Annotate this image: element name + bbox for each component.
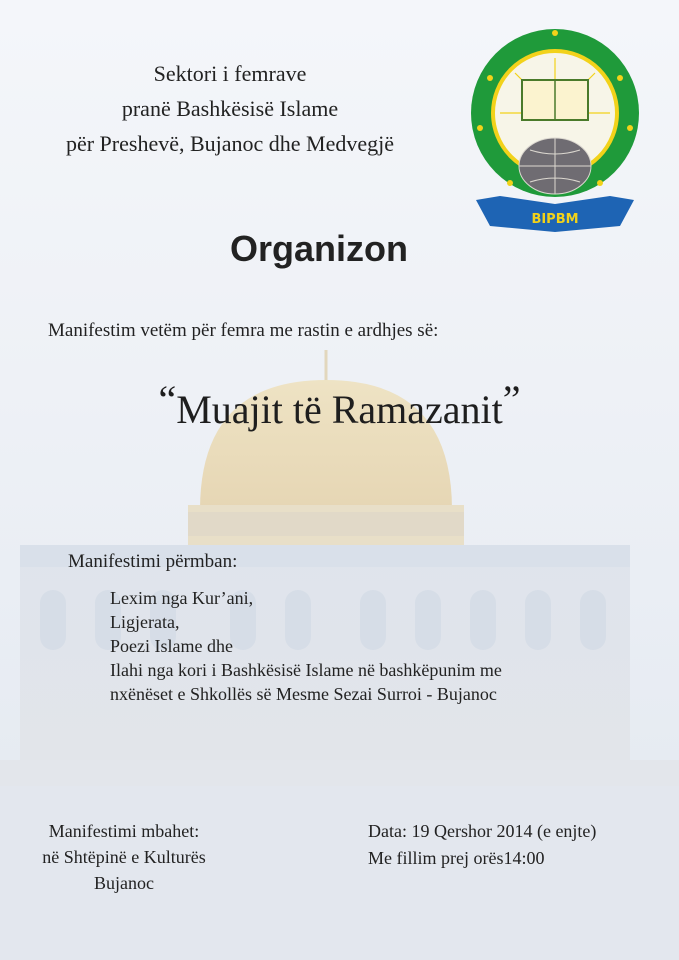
program-list — [110, 586, 502, 706]
program-label: Manifestimi përmban: — [68, 551, 238, 572]
organizer-line: Sektori i femrave — [153, 61, 307, 86]
event-title-text: Muajit të Ramazanit — [176, 387, 503, 432]
logo-banner-text: BIPBM — [531, 212, 579, 227]
list-item: nxënëset e Shkollës së Mesme Sezai Surroi - Bujanoc — [110, 684, 497, 704]
schedule-info — [368, 818, 596, 872]
venue-line: Bujanoc — [94, 873, 154, 893]
organizer-line: për Preshevë, Bujanoc dhe Medvegjë — [65, 131, 395, 156]
venue-line: në Shtëpinë e Kulturës — [42, 847, 206, 867]
organizer-heading — [20, 56, 440, 161]
event-intro: Manifestim vetëm për femra me rastin e ardhjes së: — [48, 320, 439, 341]
islamic-community-logo — [470, 18, 640, 240]
event-start-time: Me fillim prej orës14:00 — [368, 848, 545, 868]
organizes-heading: Organizon — [230, 228, 408, 269]
close-quote: ” — [502, 377, 521, 422]
open-quote: “ — [158, 377, 177, 422]
venue-line: Manifestimi mbahet: — [48, 821, 200, 841]
list-item: Ligjerata, — [110, 612, 180, 632]
event-date: Data: 19 Qershor 2014 (e enjte) — [368, 821, 597, 841]
event-title — [0, 377, 679, 433]
list-item: Lexim nga Kur’ani, — [110, 588, 254, 608]
organizer-line: pranë Bashkësisë Islame — [121, 96, 339, 121]
venue-info — [24, 818, 224, 896]
list-item: Ilahi nga kori i Bashkësisë Islame në bashkëpunim me — [110, 660, 502, 680]
list-item: Poezi Islame dhe — [110, 636, 233, 656]
